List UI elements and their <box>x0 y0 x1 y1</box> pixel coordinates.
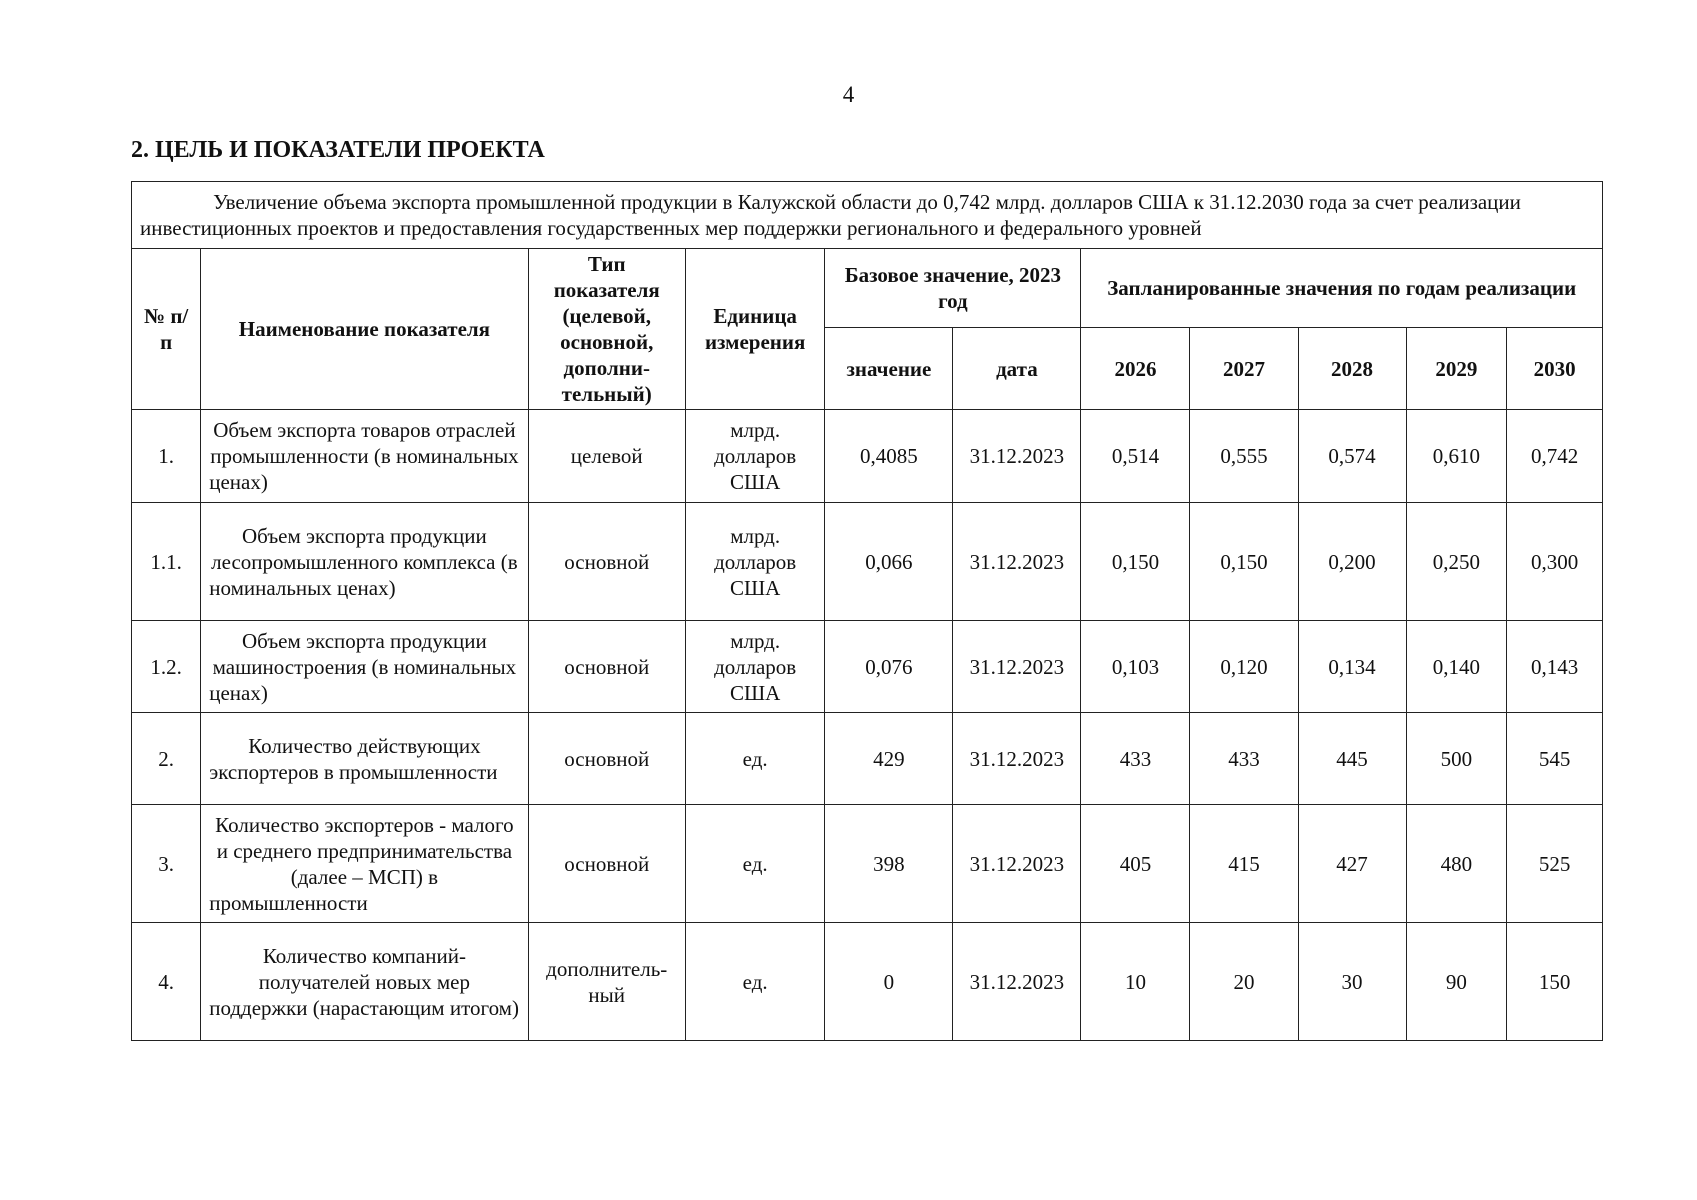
row-name: Объем экспорта продукции лесопромышленного комплекса (в номинальных ценах) <box>201 503 528 621</box>
row-base-value: 0,076 <box>825 621 953 713</box>
row-value: 30 <box>1298 923 1406 1041</box>
row-value: 0,150 <box>1081 503 1190 621</box>
table-row <box>132 805 1603 923</box>
row-type: целевой <box>528 410 685 503</box>
row-name: Количество компаний-получателей новых мер поддержки (нарастающим итогом) <box>201 923 528 1041</box>
row-unit: млрд. долларов США <box>685 503 825 621</box>
header-year: 2029 <box>1406 328 1507 410</box>
row-value: 405 <box>1081 805 1190 923</box>
page-number: 4 <box>842 82 855 107</box>
row-unit: млрд. долларов США <box>685 621 825 713</box>
header-year: 2030 <box>1507 328 1603 410</box>
row-type: основной <box>528 713 685 805</box>
row-value: 0,140 <box>1406 621 1507 713</box>
row-num: 1.2. <box>132 621 201 713</box>
row-value: 445 <box>1298 713 1406 805</box>
row-value: 0,514 <box>1081 410 1190 503</box>
row-value: 480 <box>1406 805 1507 923</box>
header-name: Наименование показателя <box>201 249 528 410</box>
row-unit: ед. <box>685 713 825 805</box>
header-year: 2026 <box>1081 328 1190 410</box>
row-base-date: 31.12.2023 <box>953 621 1081 713</box>
row-value: 0,574 <box>1298 410 1406 503</box>
header-num: № п/п <box>132 249 201 410</box>
row-value: 433 <box>1081 713 1190 805</box>
row-value: 150 <box>1507 923 1603 1041</box>
row-value: 525 <box>1507 805 1603 923</box>
row-value: 10 <box>1081 923 1190 1041</box>
row-name: Объем экспорта продукции машиностроения (в номинальных ценах) <box>201 621 528 713</box>
row-value: 0,250 <box>1406 503 1507 621</box>
row-value: 0,120 <box>1190 621 1298 713</box>
row-unit: ед. <box>685 805 825 923</box>
header-base: Базовое значение, 2023 год <box>825 249 1081 328</box>
row-value: 433 <box>1190 713 1298 805</box>
row-name: Объем экспорта товаров отраслей промышленности (в номинальных ценах) <box>201 410 528 503</box>
row-base-value: 0 <box>825 923 953 1041</box>
section-heading: 2. ЦЕЛЬ И ПОКАЗАТЕЛИ ПРОЕКТА <box>131 137 545 163</box>
row-type: основной <box>528 621 685 713</box>
row-num: 3. <box>132 805 201 923</box>
table-row <box>132 410 1603 503</box>
table-row <box>132 713 1603 805</box>
row-value: 0,103 <box>1081 621 1190 713</box>
header-type: Тип показателя (целевой, основной, дополни-тельный) <box>528 249 685 410</box>
row-num: 1. <box>132 410 201 503</box>
row-value: 0,742 <box>1507 410 1603 503</box>
header-base-value: значение <box>825 328 953 410</box>
row-name: Количество действующих экспортеров в промышленности <box>201 713 528 805</box>
row-base-value: 429 <box>825 713 953 805</box>
table-row <box>132 923 1603 1041</box>
row-value: 0,300 <box>1507 503 1603 621</box>
row-unit: млрд. долларов США <box>685 410 825 503</box>
row-type: основной <box>528 503 685 621</box>
row-base-date: 31.12.2023 <box>953 503 1081 621</box>
row-value: 0,610 <box>1406 410 1507 503</box>
row-name: Количество экспортеров - малого и среднего предпринимательства (далее – МСП) в промышленности <box>201 805 528 923</box>
header-base-date: дата <box>953 328 1081 410</box>
row-value: 0,150 <box>1190 503 1298 621</box>
row-base-value: 0,066 <box>825 503 953 621</box>
header-year: 2027 <box>1190 328 1298 410</box>
table-row <box>132 621 1603 713</box>
row-value: 0,134 <box>1298 621 1406 713</box>
row-type: дополнитель-ный <box>528 923 685 1041</box>
header-planned: Запланированные значения по годам реализации <box>1081 249 1603 328</box>
row-base-value: 398 <box>825 805 953 923</box>
row-base-date: 31.12.2023 <box>953 805 1081 923</box>
row-value: 0,200 <box>1298 503 1406 621</box>
row-value: 500 <box>1406 713 1507 805</box>
row-base-value: 0,4085 <box>825 410 953 503</box>
row-value: 0,555 <box>1190 410 1298 503</box>
row-num: 4. <box>132 923 201 1041</box>
row-base-date: 31.12.2023 <box>953 923 1081 1041</box>
row-type: основной <box>528 805 685 923</box>
row-value: 90 <box>1406 923 1507 1041</box>
row-num: 2. <box>132 713 201 805</box>
row-num: 1.1. <box>132 503 201 621</box>
row-value: 415 <box>1190 805 1298 923</box>
row-value: 427 <box>1298 805 1406 923</box>
row-base-date: 31.12.2023 <box>953 410 1081 503</box>
row-value: 20 <box>1190 923 1298 1041</box>
header-unit: Единица измерения <box>685 249 825 410</box>
row-unit: ед. <box>685 923 825 1041</box>
row-value: 0,143 <box>1507 621 1603 713</box>
header-year: 2028 <box>1298 328 1406 410</box>
row-base-date: 31.12.2023 <box>953 713 1081 805</box>
table-row <box>132 503 1603 621</box>
project-goal: Увеличение объема экспорта промышленной продукции в Калужской области до 0,742 млрд. долларов США к 31.12.2030 года за счет реализации инвестиционных проектов и предоставления государственных мер поддержки регионального и федерального уровней <box>132 182 1603 249</box>
indicators-table <box>131 181 1603 1041</box>
row-value: 545 <box>1507 713 1603 805</box>
